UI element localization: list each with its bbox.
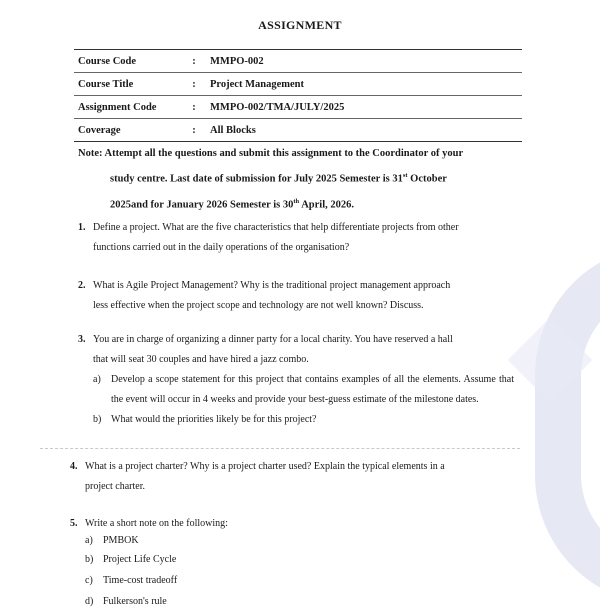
- question-line: [78, 330, 514, 350]
- list-item-label: a): [85, 535, 93, 546]
- list-item: [70, 591, 506, 612]
- info-colon: :: [192, 124, 196, 136]
- info-colon: :: [192, 55, 196, 67]
- question-2: [78, 276, 514, 316]
- divider: [40, 448, 520, 449]
- list-item-text: Fulkerson's rule: [103, 596, 167, 607]
- sub-question-text: What would the priorities likely be for this project?: [111, 414, 317, 425]
- list-item-text: PMBOK: [103, 535, 139, 546]
- question-number: 3.: [78, 334, 86, 345]
- info-label: Course Code: [78, 55, 137, 67]
- question-text: functions carried out in the daily operations of the organisation?: [93, 242, 350, 253]
- note-text: study centre. Last date of submission for July 2025 Semester is 31: [110, 173, 403, 185]
- watermark-shape: [508, 318, 593, 403]
- info-label: Assignment Code: [78, 101, 157, 113]
- note-superscript: st: [402, 172, 408, 179]
- question-text: less effective when the project scope and technology are not well known? Discuss.: [93, 300, 424, 311]
- sub-question-b: [78, 410, 514, 430]
- note-line-2: [78, 165, 518, 191]
- question-number: 4.: [70, 461, 78, 472]
- page-title: ASSIGNMENT: [258, 18, 342, 32]
- sub-question-label: b): [93, 414, 102, 425]
- question-line: [70, 514, 506, 533]
- question-text: You are in charge of organizing a dinner party for a local charity. You have reserved a hall: [93, 334, 453, 345]
- list-item-label: c): [85, 575, 93, 586]
- info-label: Course Title: [78, 78, 134, 90]
- question-number: 1.: [78, 222, 86, 233]
- info-label: Coverage: [78, 124, 121, 136]
- info-value: MMPO-002: [210, 55, 264, 67]
- info-value: Project Management: [210, 78, 304, 90]
- info-value: All Blocks: [210, 124, 256, 136]
- question-4: [70, 457, 506, 497]
- sub-question-label: a): [93, 374, 101, 385]
- note-text: April, 2026.: [299, 199, 354, 210]
- note-line-1: Note: Attempt all the questions and submit this assignment to the Coordinator of your: [78, 148, 464, 159]
- list-item-text: Time-cost tradeoff: [103, 575, 178, 586]
- question-5: [70, 514, 506, 612]
- sub-question-a: [78, 370, 514, 410]
- sub-question-text: Develop a scope statement for this project that contains examples of all the elements. Assume that the event will occur in 4 weeks and provide your best-guess estimate of the milestone dates.: [111, 374, 514, 405]
- info-row-assignment-code: [74, 96, 522, 119]
- list-item: [70, 533, 506, 549]
- question-text: What is Agile Project Management? Why is the traditional project management approach: [93, 280, 451, 291]
- course-info-table: [74, 49, 522, 142]
- info-value: MMPO-002/TMA/JULY/2025: [210, 101, 345, 113]
- question-1: [78, 218, 514, 258]
- question-3: [78, 330, 514, 430]
- question-text: Write a short note on the following:: [85, 518, 228, 529]
- watermark-logo: [535, 245, 600, 605]
- question-number: 2.: [78, 280, 86, 291]
- question-line: [78, 218, 514, 238]
- submission-note: [78, 143, 518, 216]
- list-item: [70, 549, 506, 570]
- question-text: What is a project charter? Why is a project charter used? Explain the typical elements in a: [85, 461, 445, 472]
- question-number: 5.: [70, 518, 78, 529]
- list-item-label: d): [85, 596, 94, 607]
- question-text: project charter.: [85, 481, 145, 492]
- note-line-3: [78, 191, 518, 217]
- note-superscript: th: [293, 197, 300, 205]
- note-text: October: [407, 173, 447, 185]
- question-text: that will seat 30 couples and have hired a jazz combo.: [93, 354, 309, 365]
- note-text: 2025and for January 2026 Semester is 30: [110, 199, 294, 210]
- info-colon: :: [192, 101, 196, 113]
- question-line: [78, 276, 514, 296]
- info-row-coverage: [74, 119, 522, 141]
- list-item: [70, 570, 506, 591]
- info-row-course-code: [74, 50, 522, 73]
- question-line: [70, 457, 506, 477]
- info-colon: :: [192, 78, 196, 90]
- question-text: Define a project. What are the five characteristics that help differentiate projects from other: [93, 222, 459, 233]
- list-item-label: b): [85, 554, 94, 565]
- info-row-course-title: [74, 73, 522, 96]
- list-item-text: Project Life Cycle: [103, 554, 177, 565]
